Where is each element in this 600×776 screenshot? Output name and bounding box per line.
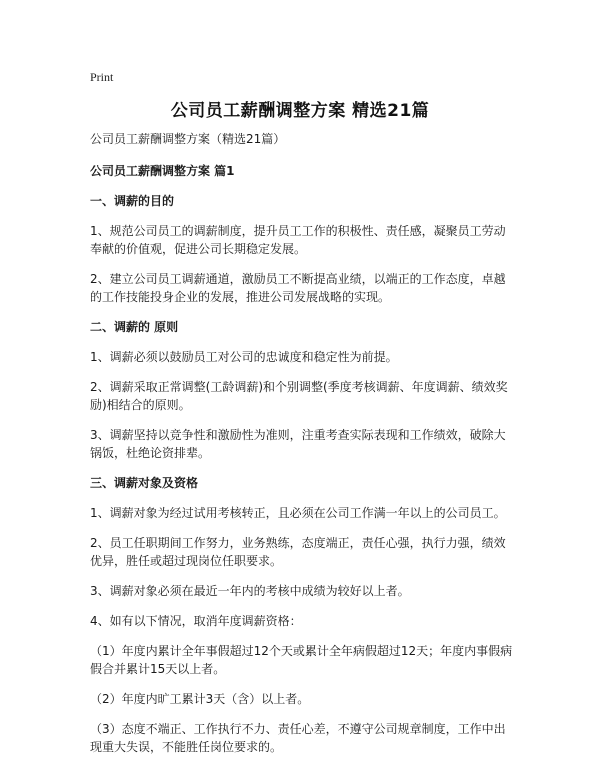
paragraph: 3、调薪对象必须在最近一年内的考核中成绩为较好以上者。 — [90, 584, 410, 598]
paragraph: 1、调薪必须以鼓励员工对公司的忠诚度和稳定性为前提。 — [90, 350, 398, 364]
document-subtitle: 公司员工薪酬调整方案（精选21篇） — [90, 132, 286, 146]
paragraph: （2）年度内旷工累计3天（含）以上者。 — [90, 692, 310, 706]
paragraph: 1、调薪对象为经过试用考核转正，且必须在公司工作满一年以上的公司员工。 — [90, 506, 506, 520]
paragraph: 4、如有以下情况，取消年度调薪资格： — [90, 614, 302, 628]
article-heading: 公司员工薪酬调整方案 篇1 — [90, 164, 235, 178]
paragraph: 3、调薪坚持以竞争性和激励性为准则，注重考查实际表现和工作绩效，破除大锅饭，杜绝论资排辈。 — [90, 428, 506, 460]
paragraph: 2、调薪采取正常调整(工龄调薪)和个别调整(季度考核调薪、年度调薪、绩效奖励)相结合的原则。 — [90, 380, 508, 412]
document-body — [90, 130, 515, 768]
page-title: 公司员工薪酬调整方案 精选21篇 — [170, 101, 430, 121]
section-heading: 三、调薪对象及资格 — [90, 476, 199, 490]
paragraph: （3）态度不端正、工作执行不力、责任心差，不遵守公司规章制度，工作中出现重大失误，不能胜任岗位要求的。 — [90, 722, 506, 754]
paragraph: （1）年度内累计全年事假超过12个天或累计全年病假超过12天；年度内事假病假合并累计15天以上者。 — [90, 644, 513, 676]
section-heading: 二、调薪的 原则 — [90, 320, 179, 334]
section-heading: 一、调薪的目的 — [90, 194, 175, 208]
paragraph: 2、员工任职期间工作努力，业务熟练，态度端正，责任心强，执行力强，绩效优异，胜任或超过现岗位任职要求。 — [90, 536, 506, 568]
paragraph: 1、规范公司员工的调薪制度，提升员工工作的积极性、责任感，凝聚员工劳动奉献的价值观，促进公司长期稳定发展。 — [90, 224, 506, 256]
paragraph: 2、建立公司员工调薪通道，激励员工不断提高业绩，以端正的工作态度，卓越的工作技能投身企业的发展，推进公司发展战略的实现。 — [90, 272, 506, 304]
print-label: Print — [90, 70, 114, 84]
